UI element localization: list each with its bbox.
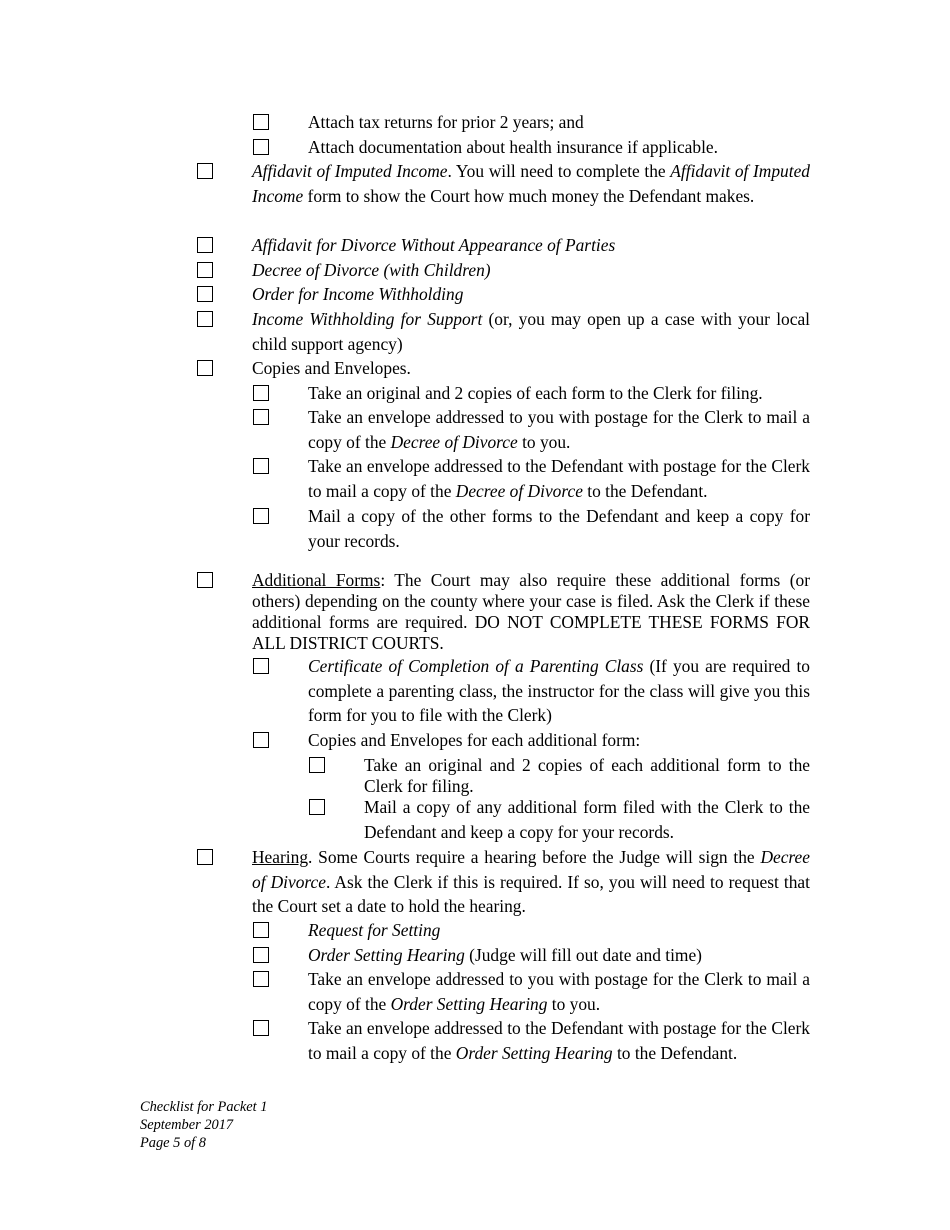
checkbox[interactable] bbox=[197, 262, 213, 278]
checkbox[interactable] bbox=[253, 922, 269, 938]
checkbox[interactable] bbox=[253, 458, 269, 474]
item-take-original: Take an original and 2 copies of each form to the Clerk for filing. bbox=[308, 383, 763, 403]
item-additional-forms: Additional Forms: The Court may also require these additional forms (or others) depending on the county where your case is filed. Ask the Clerk if these additional forms are required. DO NOT COMPLETE THESE FORMS FOR ALL DISTRICT COURTS. bbox=[252, 570, 811, 653]
item-order-income: Order for Income Withholding bbox=[252, 284, 464, 304]
footer-title: Checklist for Packet 1 bbox=[140, 1099, 268, 1115]
checkbox[interactable] bbox=[197, 163, 213, 179]
item-envelope-defendant: Take an envelope addressed to the Defendant with postage for the Clerk to mail a copy of the Decree of Divorce to the Defendant. bbox=[308, 456, 810, 501]
checkbox[interactable] bbox=[197, 237, 213, 253]
item-decree: Decree of Divorce (with Children) bbox=[252, 260, 491, 280]
checkbox[interactable] bbox=[253, 1020, 269, 1036]
checkbox[interactable] bbox=[253, 139, 269, 155]
item-hearing-envelope-you: Take an envelope addressed to you with postage for the Clerk to mail a copy of the Order Setting Hearing to you. bbox=[308, 969, 810, 1014]
checkbox[interactable] bbox=[253, 114, 269, 130]
checkbox[interactable] bbox=[253, 971, 269, 987]
item-copies: Copies and Envelopes. bbox=[252, 358, 411, 378]
item-affidavit-divorce: Affidavit for Divorce Without Appearance of Parties bbox=[252, 235, 616, 255]
item-tax-returns: Attach tax returns for prior 2 years; and bbox=[308, 112, 584, 132]
item-income-support: Income Withholding for Support (or, you may open up a case with your local child support agency) bbox=[252, 309, 810, 354]
item-additional-copies: Copies and Envelopes for each additional form: bbox=[308, 730, 641, 750]
footer-date: September 2017 bbox=[140, 1117, 234, 1133]
checkbox[interactable] bbox=[197, 311, 213, 327]
page-footer bbox=[140, 1098, 267, 1152]
checkbox[interactable] bbox=[253, 385, 269, 401]
footer-page-number: Page 5 of 8 bbox=[140, 1135, 206, 1151]
checkbox[interactable] bbox=[197, 286, 213, 302]
checkbox[interactable] bbox=[253, 947, 269, 963]
item-order-setting: Order Setting Hearing (Judge will fill out date and time) bbox=[308, 945, 702, 965]
item-request-setting: Request for Setting bbox=[308, 920, 441, 940]
checkbox[interactable] bbox=[253, 409, 269, 425]
checkbox[interactable] bbox=[197, 360, 213, 376]
checkbox[interactable] bbox=[197, 572, 213, 588]
checkbox[interactable] bbox=[309, 799, 325, 815]
item-additional-mail: Mail a copy of any additional form filed with the Clerk to the Defendant and keep a copy for your records. bbox=[364, 797, 810, 842]
item-certificate: Certificate of Completion of a Parenting Class (If you are required to complete a parenting class, the instructor for the class will give you this form for you to file with the Clerk) bbox=[308, 656, 810, 726]
checkbox[interactable] bbox=[309, 757, 325, 773]
checkbox[interactable] bbox=[253, 732, 269, 748]
item-imputed-income: Affidavit of Imputed Income. You will need to complete the Affidavit of Imputed Income form to show the Court how much money the Defendant makes. bbox=[252, 161, 810, 206]
checkbox[interactable] bbox=[197, 849, 213, 865]
checkbox[interactable] bbox=[253, 508, 269, 524]
item-hearing: Hearing. Some Courts require a hearing before the Judge will sign the Decree of Divorce. Ask the Clerk if this is required. If so, you will need to request that the Court set a date to hold the hearing. bbox=[252, 847, 810, 917]
item-envelope-you: Take an envelope addressed to you with postage for the Clerk to mail a copy of the Decree of Divorce to you. bbox=[308, 407, 810, 452]
item-mail-other: Mail a copy of the other forms to the Defendant and keep a copy for your records. bbox=[308, 506, 810, 551]
checkbox[interactable] bbox=[253, 658, 269, 674]
item-additional-original: Take an original and 2 copies of each additional form to the Clerk for filing. bbox=[364, 755, 810, 796]
item-health-insurance: Attach documentation about health insurance if applicable. bbox=[308, 137, 718, 157]
item-hearing-envelope-defendant: Take an envelope addressed to the Defendant with postage for the Clerk to mail a copy of the Order Setting Hearing to the Defendant. bbox=[308, 1018, 810, 1063]
